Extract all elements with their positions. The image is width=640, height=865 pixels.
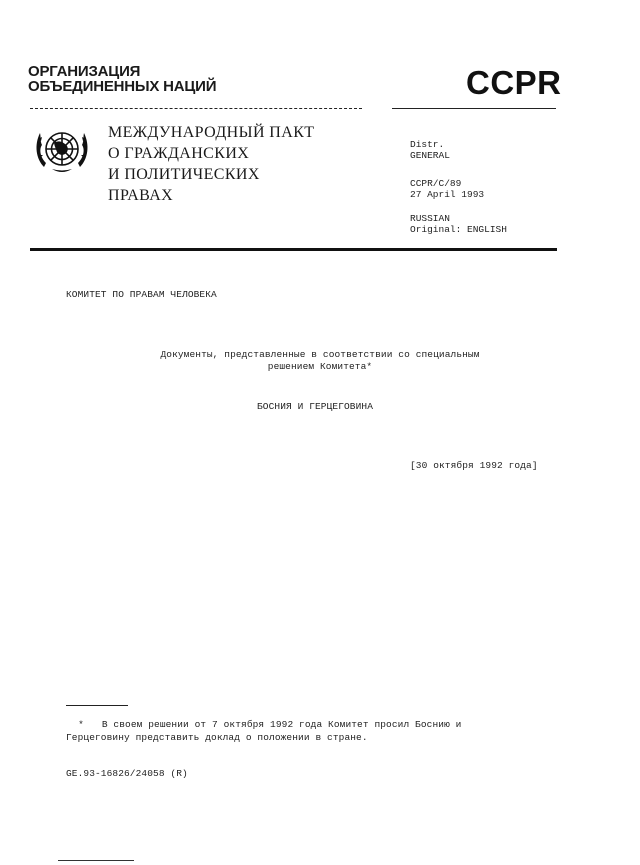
documents-heading bbox=[0, 349, 640, 373]
committee-name: КОМИТЕТ ПО ПРАВАМ ЧЕЛОВЕКА bbox=[66, 289, 217, 300]
un-emblem-icon bbox=[32, 123, 92, 179]
footnote-text-1: В своем решении от 7 октября 1992 года Комитет просил Боснию и bbox=[101, 719, 462, 730]
organization-name bbox=[28, 64, 216, 94]
covenant-title bbox=[108, 122, 314, 206]
header-thick-rule bbox=[30, 248, 557, 251]
header-rule-right bbox=[392, 108, 556, 109]
distribution-value: GENERAL bbox=[410, 150, 450, 161]
footnote-line-2: Герцеговину представить доклад о положении в стране. bbox=[66, 732, 368, 743]
original-language: Original: ENGLISH bbox=[410, 224, 507, 235]
covenant-title-line-2: О ГРАЖДАНСКИХ bbox=[108, 145, 250, 162]
organization-line-1: ОРГАНИЗАЦИЯ bbox=[28, 63, 141, 80]
language-block bbox=[410, 213, 507, 235]
report-date: [30 октября 1992 года] bbox=[410, 460, 538, 471]
documents-heading-line-2: решением Комитета* bbox=[267, 361, 373, 372]
footnote-line-1 bbox=[66, 718, 536, 731]
document-language: RUSSIAN bbox=[410, 213, 450, 224]
distribution-block bbox=[410, 139, 450, 161]
distribution-label: Distr. bbox=[410, 139, 445, 150]
country-heading: БОСНИЯ И ГЕРЦЕГОВИНА bbox=[256, 401, 374, 412]
organization-line-2: ОБЪЕДИНЕННЫХ НАЦИЙ bbox=[28, 78, 217, 95]
header-rule-left bbox=[30, 108, 362, 109]
covenant-title-line-1: МЕЖДУНАРОДНЫЙ ПАКТ bbox=[108, 124, 315, 141]
covenant-title-line-4: ПРАВАХ bbox=[108, 187, 174, 204]
footnote-marker: * bbox=[78, 719, 84, 730]
document-symbol: CCPR/C/89 bbox=[410, 178, 462, 189]
covenant-title-line-3: И ПОЛИТИЧЕСКИХ bbox=[108, 166, 260, 183]
job-number: GE.93-16826/24058 (R) bbox=[66, 768, 188, 779]
footnote bbox=[66, 718, 536, 744]
bottom-rule bbox=[58, 860, 134, 861]
symbol-date-block bbox=[410, 178, 484, 200]
documents-heading-line-1: Документы, представленные в соответствии со специальным bbox=[160, 349, 480, 360]
document-series-symbol: CCPR bbox=[466, 64, 562, 101]
document-date: 27 April 1993 bbox=[410, 189, 485, 200]
footnote-separator bbox=[66, 705, 128, 706]
